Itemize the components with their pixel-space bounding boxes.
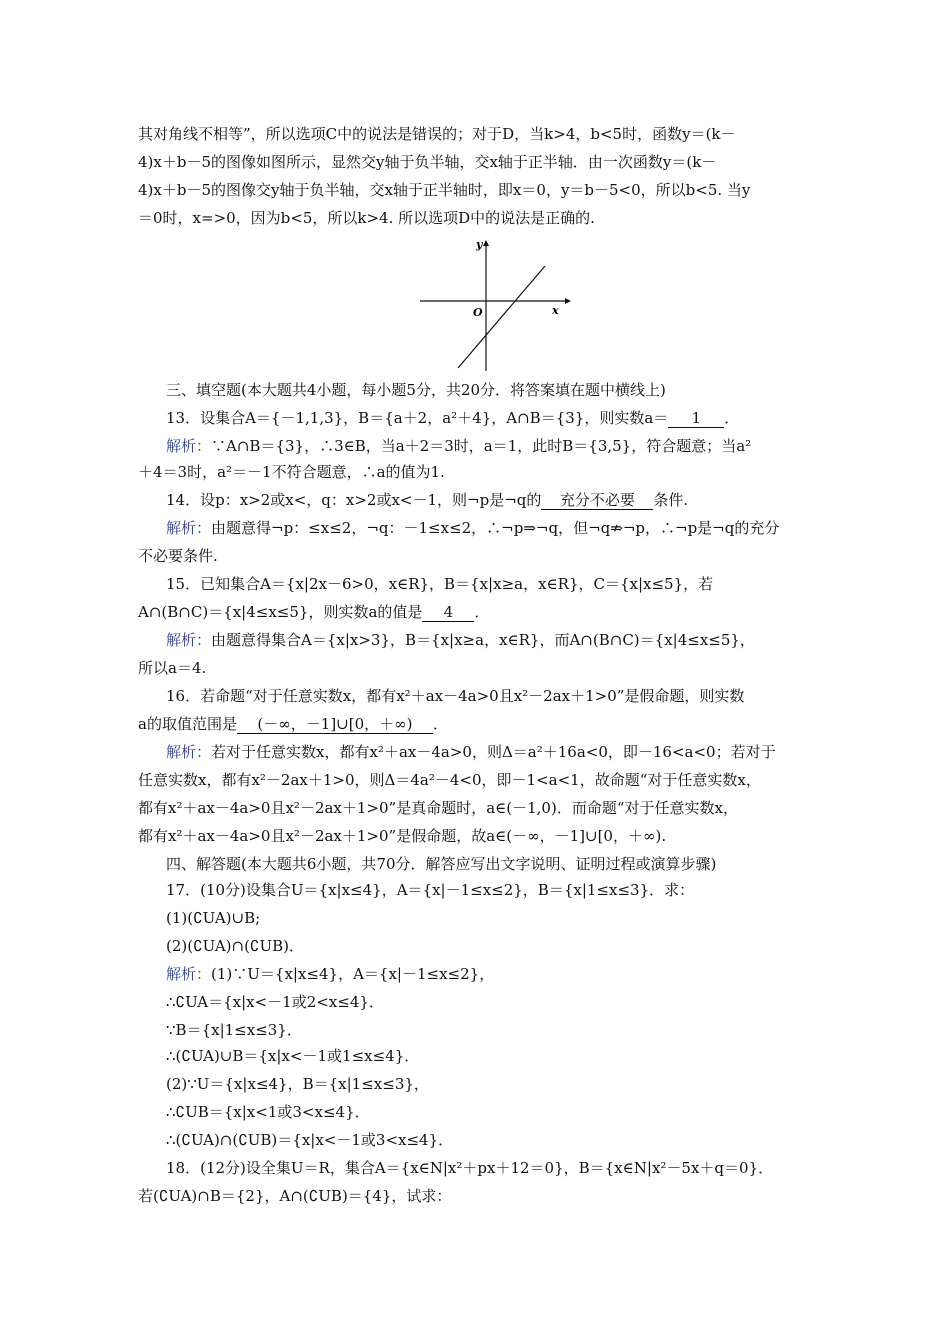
answer-blank: (－∞，－1]∪[0，＋∞) [237,715,433,734]
text-line: 其对角线不相等”，所以选项C中的说法是错误的；对于D，当k>4，b<5时，函数y＝(k－ [138,125,736,143]
solution-line: ∴(∁UA)∩(∁UB)＝{x|x<－1或3<x≤4}． [166,1131,454,1149]
solution-line: 所以a＝4. [138,659,207,677]
y-axis-arrow [483,240,489,246]
section-heading: 三、填空题(本大题共4小题，每小题5分，共20分．将答案填在题中横线上) [166,381,666,399]
jiexi-label: 解析： [166,743,212,761]
question-16: 16．若命题“对于任意实数x，都有x²＋ax－4a>0且x²－2ax＋1>0”是假命题，则实数 [166,687,745,705]
section-heading: 四、解答题(本大题共6小题，共70分．解答应写出文字说明、证明过程或演算步骤) [166,855,717,873]
text-line: ＝0时，x=>0，因为b<5，所以k>4. 所以选项D中的说法是正确的. [138,209,595,227]
solution-line: 解析：(1)∵U＝{x|x≤4}，A＝{x|－1≤x≤2}， [166,965,495,983]
jiexi-label: 解析： [166,519,212,537]
question-13: 13．设集合A＝{－1,1,3}，B＝{a＋2，a²＋4}，A∩B＝{3}，则实数a＝ 1 ． [166,409,740,427]
solution-line: 解析：若对于任意实数x，都有x²＋ax－4a>0，则Δ＝a²＋16a<0，即－16<a<0；若对于 [166,743,776,761]
linear-function-graph [415,236,575,376]
jiexi-label: 解析： [166,965,212,983]
origin-label: O [473,306,483,319]
question-17-part1: (1)(∁UA)∪B; [166,909,261,927]
answer-blank: 4 [422,603,474,622]
answer-blank: 1 [668,409,724,428]
question-15: 15．已知集合A＝{x|2x－6>0，x∈R}，B＝{x|x≥a，x∈R}，C＝{x|x≤5}，若 [166,575,714,593]
text-line: 4)x＋b－5的图像交y轴于负半轴，交x轴于正半轴时，即x＝0，y＝b－5<0，所以b<5. 当y [138,181,751,199]
jiexi-label: 解析： [166,437,212,455]
solution-line: (2)∵U＝{x|x≤4}，B＝{x|1≤x≤3}， [166,1075,429,1093]
solution-line: ∵B＝{x|1≤x≤3}． [166,1021,302,1039]
function-line [458,266,545,368]
question-17: 17．(10分)设集合U＝{x|x≤4}，A＝{x|－1≤x≤2}，B＝{x|1≤x≤3}．求： [166,881,695,899]
x-axis-label: x [552,304,559,317]
solution-line: 都有x²＋ax－4a>0且x²－2ax＋1>0”是真命题时，a∈(－1,0)．而命题“对于任意实数x， [138,799,738,817]
y-axis-label: y [476,238,483,251]
solution-line: 解析：由题意得¬p：≤x≤2，¬q：－1≤x≤2，∴¬p⇒¬q，但¬q⇏¬p，∴¬p是¬q的充分 [166,519,780,537]
question-16-cont: a的取值范围是 (－∞，－1]∪[0，＋∞) ． [138,715,448,733]
question-18-cont: 若(∁UA)∩B＝{2}，A∩(∁UB)＝{4}，试求： [138,1187,452,1205]
solution-line: ∴(∁UA)∪B＝{x|x<－1或1≤x≤4}． [166,1047,420,1065]
solution-line: 不必要条件. [138,547,218,565]
solution-line: 都有x²＋ax－4a>0且x²－2ax＋1>0”是假命题，故a∈(－∞，－1]∪[0，＋∞). [138,827,667,845]
question-15-cont: A∩(B∩C)＝{x|4≤x≤5}，则实数a的值是 4 ． [138,603,490,621]
solution-line: 任意实数x，都有x²－2ax＋1>0，则Δ＝4a²－4<0，即－1<a<1，故命题“对于任意实数x， [138,771,761,789]
solution-line: 解析：∵A∩B＝{3}，∴3∈B，当a＋2＝3时，a＝1，此时B＝{3,5}，符合题意；当a² [166,437,752,455]
answer-blank: 充分不必要 [541,491,653,510]
question-14: 14．设p：x>2或x<，q：x>2或x<－1，则¬p是¬q的 充分不必要 条件. [166,491,689,509]
solution-line: ∴∁UB＝{x|x<1或3<x≤4}． [166,1103,370,1121]
question-18: 18．(12分)设全集U＝R，集合A＝{x∈N|x²＋px＋12＝0}，B＝{x∈N|x²－5x＋q＝0}． [166,1159,774,1177]
x-axis-arrow [565,298,571,304]
solution-line: 解析：由题意得集合A＝{x|x>3}，B＝{x|x≥a，x∈R}，而A∩(B∩C)＝{x|4≤x≤5}， [166,631,755,649]
solution-line: ∴∁UA＝{x|x<－1或2<x≤4}． [166,993,384,1011]
solution-line: ＋4＝3时，a²＝－1不符合题意，∴a的值为1. [138,463,445,481]
jiexi-label: 解析： [166,631,212,649]
question-17-part2: (2)(∁UA)∩(∁UB)． [166,937,304,955]
text-line: 4)x＋b－5的图像如图所示，显然交y轴于负半轴，交x轴于正半轴．由一次函数y＝(k－ [138,153,717,171]
